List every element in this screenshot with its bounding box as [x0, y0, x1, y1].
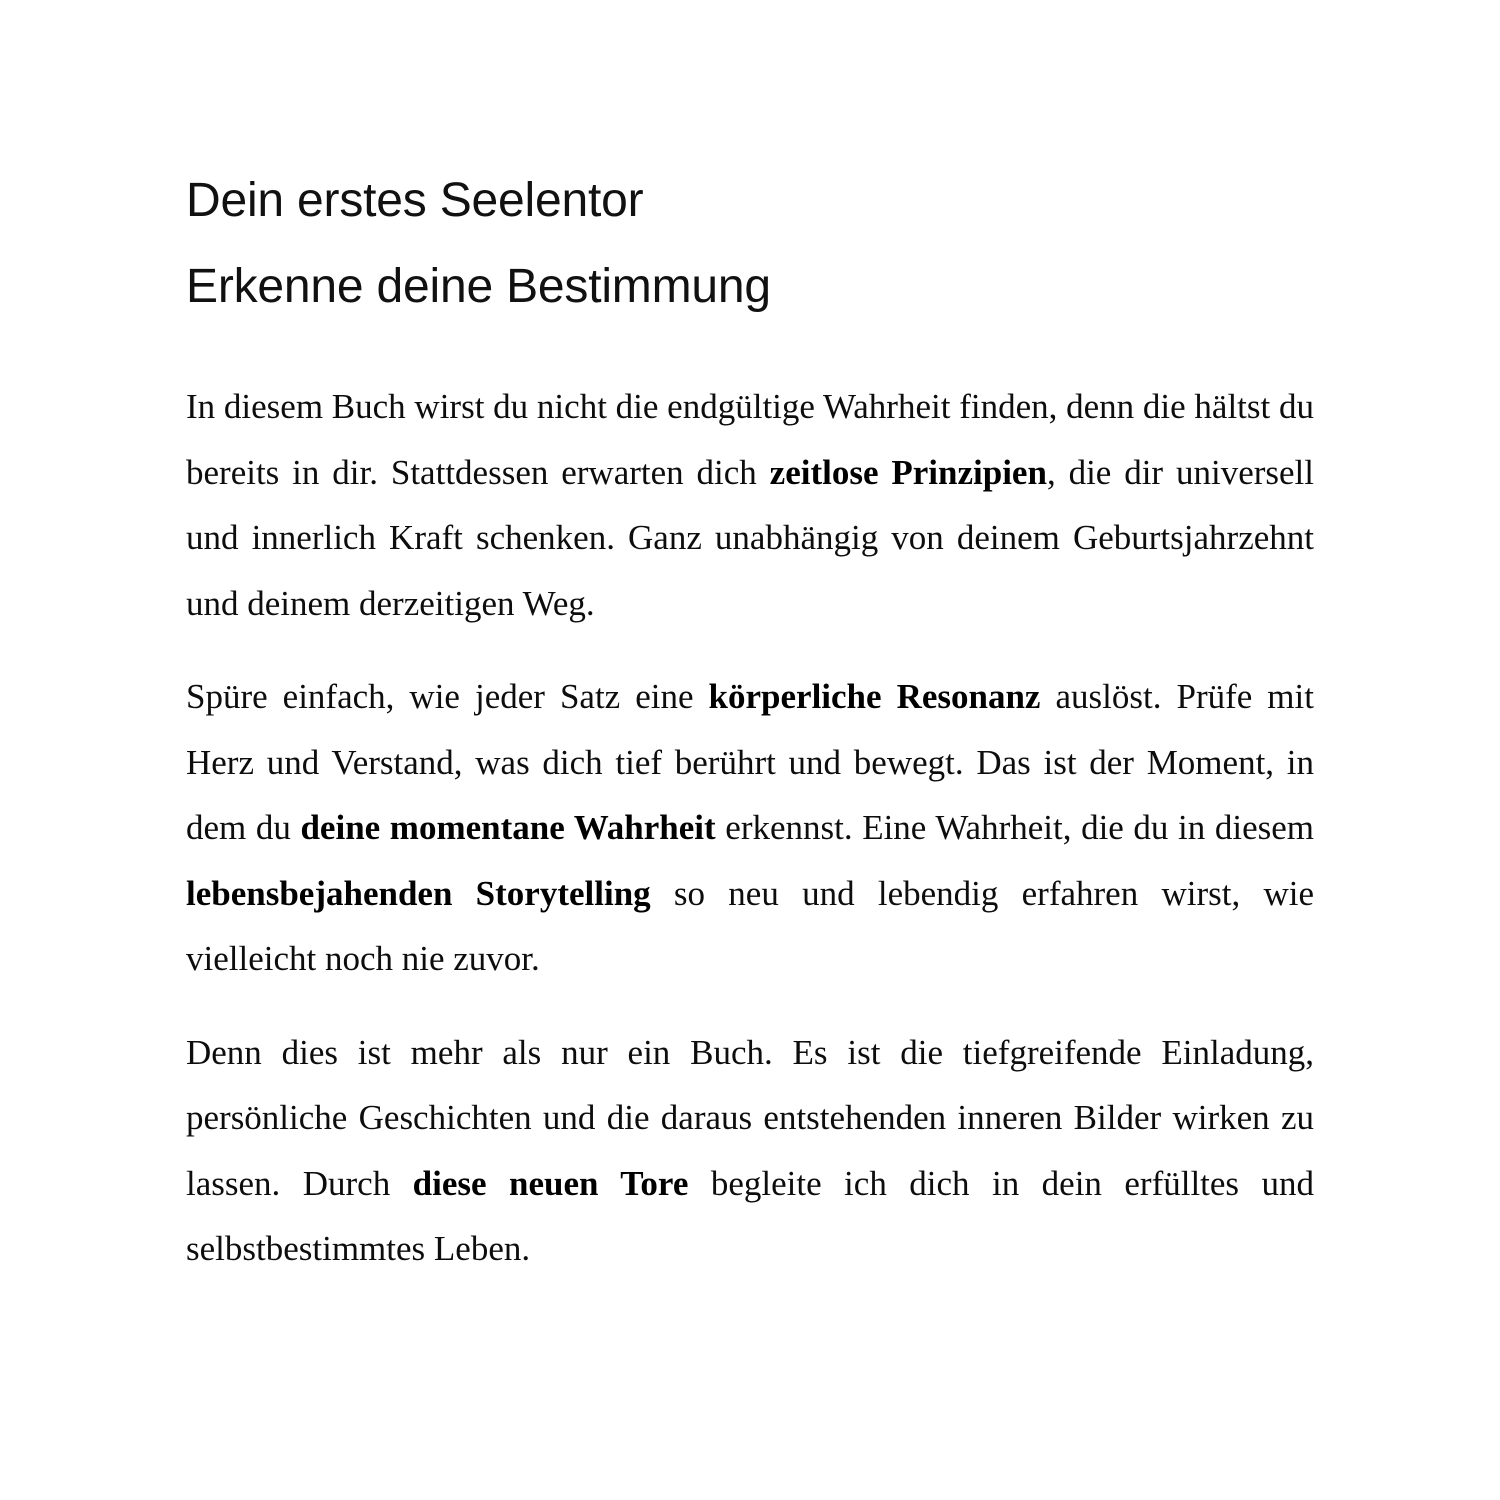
paragraph-2: Spüre einfach, wie jeder Satz eine körperliche Resonanz auslöst. Prüfe mit Herz und Verstand, was dich tief berührt und bewegt. Das ist der Moment, in dem du deine momentane Wahrheit erkennst. Eine Wahrheit, die du in diesem lebensbejahenden Storytelling so neu und lebendig erfahren wirst, wie vielleicht noch nie zuvor. — [186, 677, 1314, 978]
page-title: Dein erstes Seelentor — [186, 174, 644, 227]
paragraph-1: In diesem Buch wirst du nicht die endgültige Wahrheit finden, denn die hältst du bereits in dir. Stattdessen erwarten dich zeitlose Prinzipien, die dir universell und innerlich Kraft schenken. Ganz unabhängig von deinem Geburtsjahrzehnt und deinem derzeitigen Weg. — [186, 387, 1314, 623]
emphasis-text: diese neuen Tore — [412, 1163, 689, 1203]
paragraph-list — [186, 374, 1314, 1282]
title-block — [186, 158, 1314, 330]
emphasis-text: lebensbejahenden Storytelling — [186, 873, 651, 913]
page-subtitle: Erkenne deine Bestimmung — [186, 260, 771, 313]
document-content — [186, 158, 1314, 1283]
paragraph-3: Denn dies ist mehr als nur ein Buch. Es ist die tiefgreifende Einladung, persönliche Geschichten und die daraus entstehenden inneren Bilder wirken zu lassen. Durch diese neuen Tore begleite ich dich in dein erfülltes und selbstbestimmtes Leben. — [186, 1032, 1315, 1268]
emphasis-text: deine momentane Wahrheit — [300, 808, 716, 847]
emphasis-text: zeitlose Prinzipien — [769, 452, 1047, 492]
emphasis-text: körperliche Resonanz — [708, 677, 1041, 716]
content-end-spacer — [186, 1282, 1314, 1283]
